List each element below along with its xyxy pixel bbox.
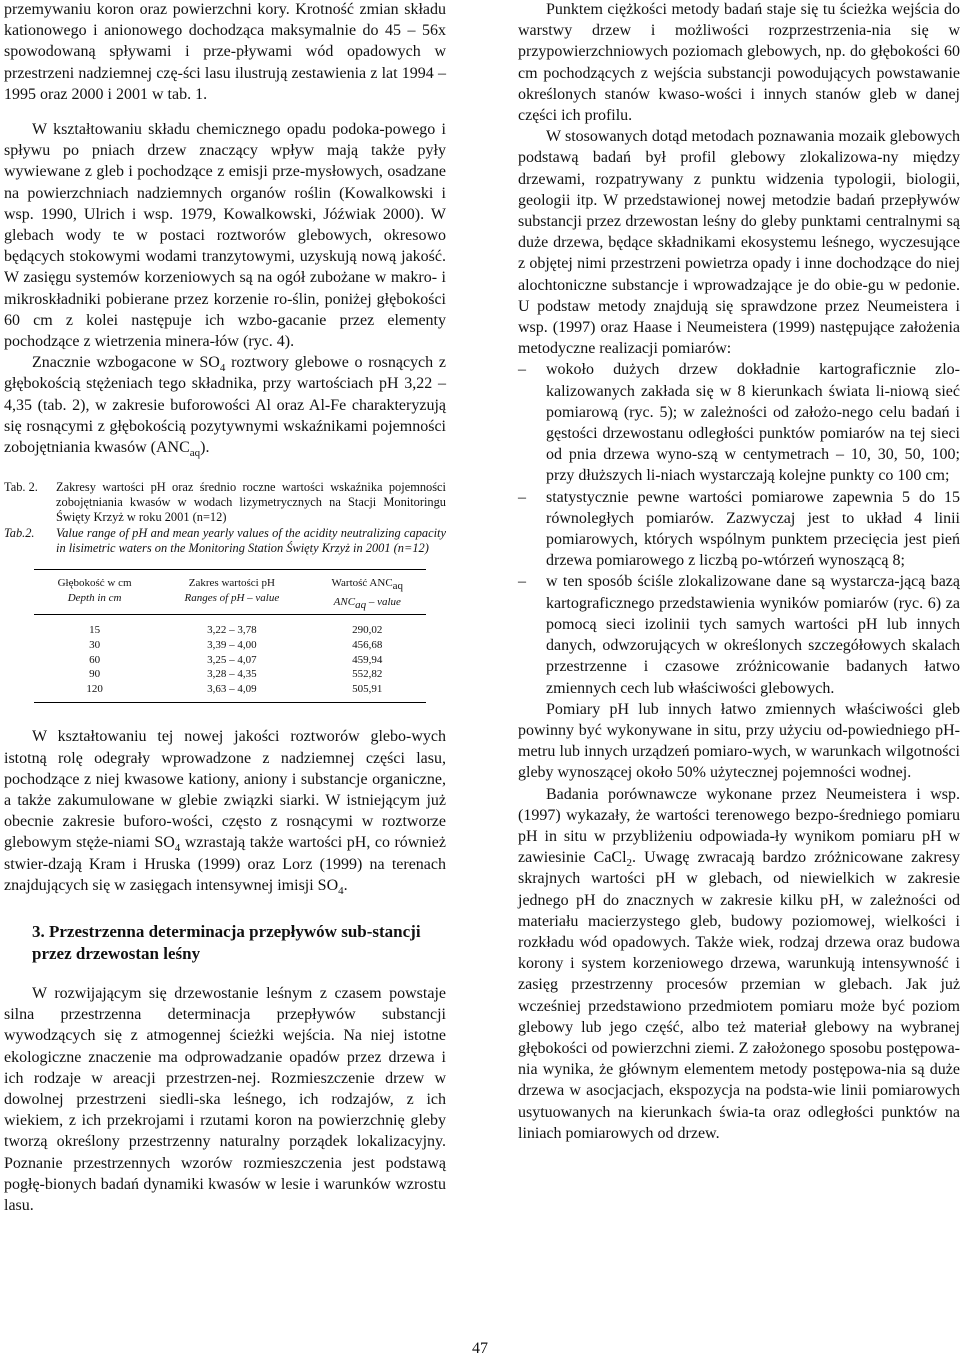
list-item: – wokoło dużych drzew dokładnie kartograficznie zlo-kalizowanych zakłada się w 8 kierunkach świata li-niową sieć pomiarową (ryc. 5); w zależności od założo-nego celu badań i gęstości drzewostanu odległości punktów pomiarów na tej sieci od pnia drzewa wyno-szą w centymetrach – 10, 30, 50, 100; przy dłuższych li-niach wystarczają kolejne punkty co 100 cm; [518, 359, 960, 486]
column-header-depth: Głębokość w cm Depth in cm [57, 577, 132, 604]
table-cell-anc: 290,02 [352, 624, 383, 637]
page-number: 47 [472, 1340, 488, 1357]
ph-anc-table [34, 569, 426, 703]
right-column [518, 0, 960, 1144]
table-row [34, 615, 426, 638]
paragraph: Punktem ciężkości metody badań staje się tu ścieżka wejścia do warstwy drzew i możliwości rozprzestrzenia-nia się w przypowierzchniowych poziomach glebowych, np. do głębokości 60 cm pochodzących z wejścia substancji powodujących powstawanie określonych stanów kwaso-wości i innych stanów gleb w danej części ich profilu. [518, 1, 960, 125]
paragraph: Znacznie wzbogacone w $SO_4$ roztwory glebowe o rosnących z głębokością stężeniach tego składnika, przy wartościach pH 3,22 – 4,35 (tab. 2), w zakresie buforowości Al oraz Al-Fe charakteryzują się rosnącymi z głębokością pozytywnymi wskaźnikami pojemności zobojętniania kwasów $(ANC_{aq})$. [4, 354, 447, 460]
table-cell-depth: 120 [86, 682, 103, 695]
method-assumptions-list [518, 359, 960, 698]
table-row [34, 638, 426, 653]
table-cell-anc: 552,82 [352, 668, 383, 681]
table-row [34, 667, 426, 682]
table-cell-depth: 60 [89, 653, 101, 666]
paragraph: Badania porównawcze wykonane przez Neumeistera i wsp. (1997) wykazały, że wartości terenowego bezpo-średniego pomiaru pH in situ w przybliżeniu odpowiada-ły wynikom pomiaru pH w zawiesinie CaCl$_2$. Uwagę zwracają bardzo zróżnicowane zakresy skrajnych wartości pH w glebach, od niewielkich w zakresie jednego pH do znacznych w zakresie kilku pH, w zależności od materiału macierzystego gleb, budowy poziomowej, wielkości i rozkładu wód opadowych. Także wiek, rodzaj drzewa oraz budowa korony i system korzeniowego drzewa, warunkują intensywność i zasięg przestrzenny procesów przemian w glebach. Jak już wcześniej przedstawiono przedmiotem pomiaru może być poziom glebowy lub jego część, albo też materiał glebowy na wybranej głębokości od powierzchni ziemi. Z założonego sposobu postępowa-nia wynika, że głównym elementem metody postępowa-nia są duże drzewa w asocjacjach, ekspozycja na podsta-wie linii pomiarowych usytuowanych na kierunkach świa-ta oraz odległości punktów na liniach pomiarowych od drzew. [518, 785, 960, 1142]
column-header-anc: Wartość $ANC_{aq}$ $ANC_{aq}$ – value [331, 577, 404, 612]
table-cell-range: 3,25 – 4,07 [207, 653, 257, 666]
table-cell-range: 3,28 – 4,35 [207, 668, 257, 681]
paragraph: W kształtowaniu składu chemicznego opadu podoka-powego i spływu po pniach drzew znaczący wpływ mają także pyły wywiewane z gleb i pochodzące z emisji prze-mysłowych, osadzane na powierzchniach nadziemnych organów roślin (Kowalkowski i wsp. 1990, Ulrich i wsp. 1979, Kowalkowski, Jóźwiak 2000). W glebach wody te w postaci roztworów glebowych, okresowo będących stokowymi wodami tranzytowymi, uzyskują nową jakość. W zasięgu systemów korzeniowych są na ogół zubożane w makro- i mikroskładniki pobierane przez korzenie ro-ślin, poniżej głębokości 60 cm z kolei następuje ich wzbo-gacanie przez elementy pochodzące z wietrzenia minera-łów (ryc. 4). [4, 121, 446, 351]
table-cell-depth: 15 [89, 624, 101, 637]
paragraph: W kształtowaniu tej nowej jakości roztworów glebo-wych istotną rolę odegrały wprowadzone z nadziemnej części lasu, pochodzące z niej kwasowe kationy, aniony i substancje organiczne, a także zakumulowane w glebie związki siarki. W istniejącym już obecnie zakresie buforo-wości, często z rosnącymi w roztworze glebowym stęże-niami $SO_4$ wzrastają także wartości pH, co również stwier-dzają Kram i Hruska (1999) oraz Lorz (1999) na terenach znajdujących się w zasięgach intensywnej imisji $SO_4$. [4, 728, 446, 898]
paragraph: W rozwijającym się drzewostanie leśnym z czasem powstaje silna przestrzenna determinacja przepływów substancji wywodzących się z atmogennej ścieżki wejścia. Na niej istotne ekologiczne znaczenie ma odprowadzanie opadów przez drzewa i ich rodzaje w areacji przestrzen-nej. Rozmieszczenie drzew w dowolnej przestrzeni siedli-ska leśnego, ich rodzajów, z ich wiekiem, z ich przekrojami i rzutami koron na powierzchnię gleby tworzą określony przestrzenny naturalny porządek lokalizacyjny. Poznanie przestrzennych wzorów rozmieszczenia jest podstawą pogłę-bionych badań dynamiki kwasów w lesie i warunków wzrostu lasu. [4, 985, 446, 1215]
table-cell-anc: 459,94 [352, 653, 383, 666]
table-cell-depth: 30 [89, 639, 101, 652]
table-row [34, 653, 426, 668]
table-cell-range: 3,63 – 4,09 [207, 682, 257, 695]
table-cell-depth: 90 [89, 668, 101, 681]
table-body [34, 615, 426, 703]
table-row [34, 682, 426, 703]
column-header-ph-range: Zakres wartości pH Ranges of pH – value [184, 577, 280, 604]
paragraph: przemywaniu koron oraz powierzchni kory. Krotność zmian składu kationowego i anionowego dochodząca maksymalnie do 45 – 56x spowodowaną spływami i prze-pływami wód opadowych w przestrzeni nadziemnej czę-ści lasu ilustrują zestawienia z lat 1994 – 1995 oraz 2000 i 2001 w tab. 1. [4, 1, 446, 103]
section-heading: 3. Przestrzenna determinacja przepływów sub-stancji przez drzewostan leśny [32, 922, 421, 964]
table-caption-pl: Tab. 2. Zakresy wartości pH oraz średnio roczne wartości wskaźnika pojemności zobojętniania kwasów w wodach lizymetrycznych na Stacji Monitoringu Święty Krzyż w roku 2001 (n=12) [4, 480, 446, 525]
table-cell-anc: 456,68 [352, 639, 383, 652]
paragraph: W stosowanych dotąd metodach poznawania mozaik glebowych podstawą badań był profil glebowy zlokalizowa-ny między drzewami, rozpatrywany z punktu widzenia typologii, biologii, geologii itp. W przedstawionej nowej metodzie badań przepływów substancji przez drzewostan leśny do gleby punktami centralnymi są duże drzewa, będące składnikami ekosystemu leśnego, wyczesujące z objętej nimi przestrzeni powietrza opady i inne dochodzące do niej alochtoniczne substancje i wprowadzające je do obie-gu w pedonie. U podstaw metody znajdują się sprawdzone przez Neumeistera i wsp. (1997) oraz Haase i Neumeistera (1999) następujące założenia metodyczne realizacji pomiarów: [518, 128, 960, 358]
list-item: – w ten sposób ściśle zlokalizowane dane są wystarcza-jącą bazą kartograficznego przedstawienia wyników pomiarów (ryc. 6) za pomocą sieci izolinii tych samych wartości pH lub innych danych, odwzorujących w określonych szczegółowych skalach przestrzenne i czasowe zróżnicowanie badanych łatwo zmiennych cech lub właściwości glebowych. [518, 571, 960, 698]
list-item: – statystycznie pewne wartości pomiarowe zapewnia 5 do 15 równoległych pomiarów. Zazwyczaj jest to układ 4 linii pomiarowych, których wspólnym punktem przecięcia jest pień drzewa pomiarowego z liczbą po-wtórzeń wynoszącą 8; [518, 487, 960, 572]
table-header-row [34, 570, 426, 615]
table-cell-range: 3,22 – 3,78 [207, 624, 257, 637]
table-caption-en: Tab.2. Value range of pH and mean yearly values of the acidity neutralizing capacity in lisimetric waters on the Monitoring Station Święty Krzyż in 2001 (n=12) [4, 526, 446, 556]
paragraph: Pomiary pH lub innych łatwo zmiennych właściwości gleb powinny być wykonywane in situ, przy użyciu od-powiedniego pH-metru lub innych urządzeń pomiaro-wych, w warunkach wilgotności gleby wynoszącej około 50% użytecznej pojemności wodnej. [518, 700, 960, 782]
left-column [4, 0, 446, 1216]
table-cell-range: 3,39 – 4,00 [207, 639, 257, 652]
table-cell-anc: 505,91 [352, 682, 383, 695]
